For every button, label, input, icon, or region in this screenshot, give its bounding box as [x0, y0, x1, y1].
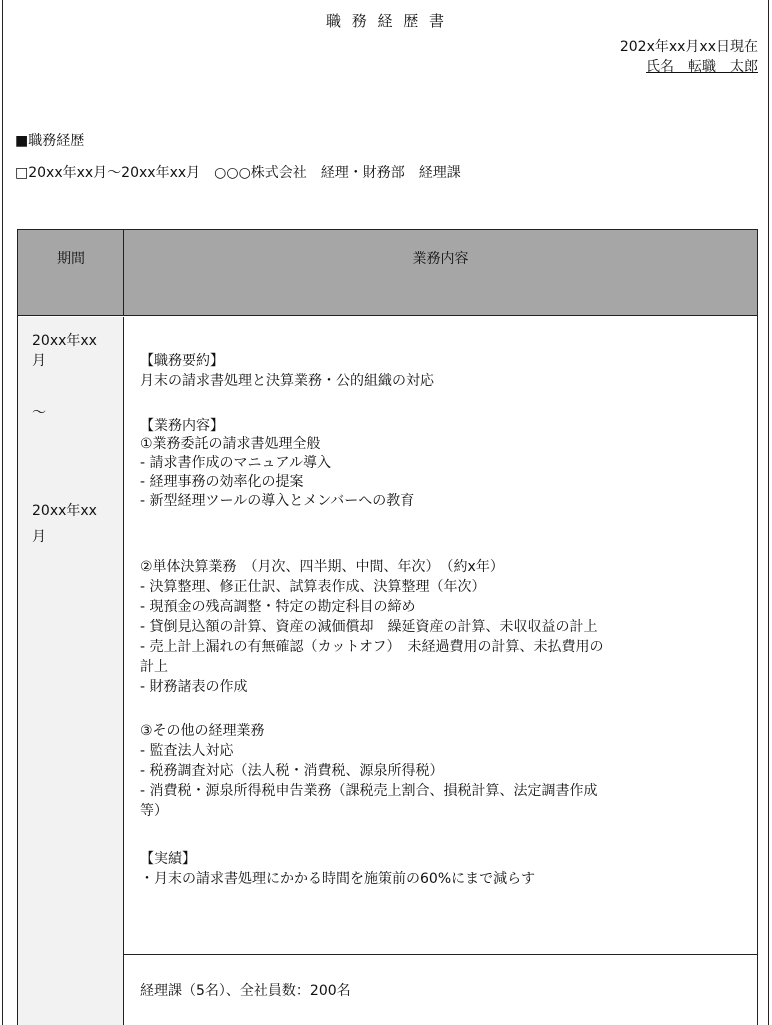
section-heading: ■職務経歴	[15, 133, 85, 149]
duty3-item: 等）	[140, 803, 168, 819]
resume-page	[2, 0, 769, 1025]
duty3-item: - 監査法人対応	[140, 743, 234, 759]
period-end-line1: 20xx年xx	[32, 503, 97, 519]
duty2-item: - 売上計上漏れの有無確認（カットオフ） 未経過費用の計算、未払費用の	[140, 639, 604, 655]
team-size-text: 経理課（5名）、全社員数：200名	[140, 983, 351, 999]
summary-heading: 【職務要約】	[140, 353, 224, 369]
results-text: ・月末の請求書処理にかかる時間を施策前の60%にまで減らす	[140, 871, 536, 887]
career-table	[17, 229, 758, 1025]
duty1-item: - 新型経理ツールの導入とメンバーへの教育	[140, 493, 415, 509]
table-header-row	[18, 230, 757, 316]
duty2-title: ②単体決算業務 （月次、四半期、中間、年次） （約x年）	[140, 559, 504, 575]
results-heading: 【実績】	[140, 851, 196, 867]
duty3-item: - 税務調査対応（法人税・消費税、源泉所得税）	[140, 763, 444, 779]
duty2-item: - 現預金の残高調整・特定の勘定科目の締め	[140, 599, 416, 615]
period-cell	[18, 317, 124, 1025]
duty2-item: 計上	[140, 659, 168, 675]
duties-cell	[125, 317, 757, 954]
duty3-item: - 消費税・源泉所得税申告業務（課税売上割合、損税計算、法定調書作成	[140, 783, 598, 799]
duty2-item: - 財務諸表の作成	[140, 679, 248, 695]
duty1-item: - 請求書作成のマニュアル導入	[140, 455, 331, 471]
duty2-item: - 貸倒見込額の計算、資産の減価償却 繰延資産の計算、未収収益の計上	[140, 619, 598, 635]
table-header-content: 業務内容	[412, 251, 469, 267]
period-tilde: 〜	[32, 405, 46, 421]
duties-heading: 【業務内容】	[140, 418, 224, 434]
table-header-period: 期間	[57, 251, 85, 267]
duty1-title: ①業務委託の請求書処理全般	[140, 436, 321, 452]
period-start-line2: 月	[32, 353, 46, 369]
table-header-period-cell	[18, 230, 124, 315]
document-date: 202x年xx月xx日現在	[619, 39, 758, 55]
row-divider	[124, 954, 757, 955]
applicant-name: 氏名 転職 太郎	[646, 59, 758, 75]
document-title: 職 務 経 歴 書	[325, 12, 448, 30]
duty1-item: - 経理事務の効率化の提案	[140, 474, 304, 490]
duty2-item: - 決算整理、修正仕訳、試算表作成、決算整理（年次）	[140, 579, 486, 595]
summary-text: 月末の請求書処理と決算業務・公的組織の対応	[140, 373, 434, 389]
company-line: □20xx年xx月〜20xx年xx月 ○○○株式会社 経理・財務部 経理課	[15, 165, 461, 181]
period-end-line2: 月	[32, 529, 46, 545]
period-start-line1: 20xx年xx	[32, 333, 97, 349]
duty3-title: ③その他の経理業務	[140, 723, 265, 739]
